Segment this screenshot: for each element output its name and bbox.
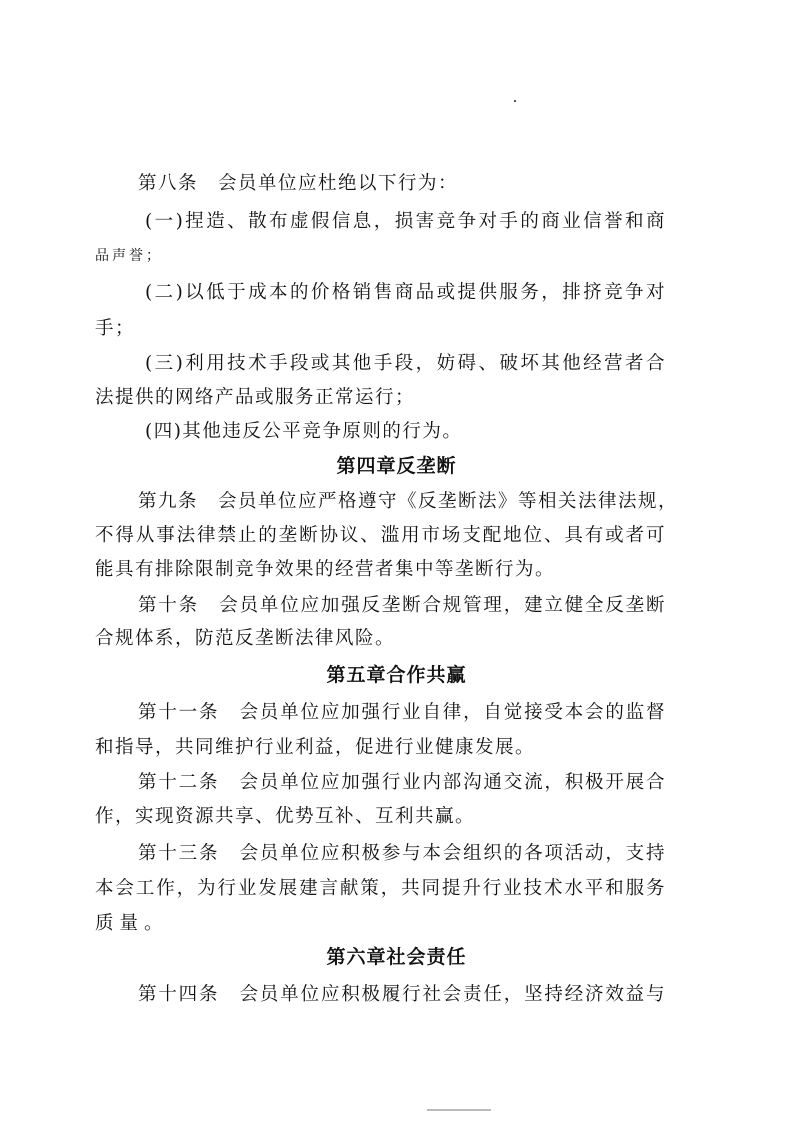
article-13-line-1: 第十三条 会员单位应积极参与本会组织的各项活动，支持 — [138, 843, 666, 864]
article-13-line-2: 本会工作，为行业发展建言献策，共同提升行业技术水平和服务 — [95, 878, 666, 899]
article-8-item-3-cont: 法提供的网络产品或服务正常运行； — [95, 387, 416, 408]
article-10-line-2: 合规体系，防范反垄断法律风险。 — [95, 628, 396, 649]
article-8-item-2-cont: 手； — [95, 318, 136, 339]
article-8-item-2: (二)以低于成本的价格销售商品或提供服务，排挤竞争对 — [145, 282, 666, 303]
article-11-line-1: 第十一条 会员单位应加强行业自律，自觉接受本会的监督 — [138, 702, 666, 723]
article-8-title: 第八条 会员单位应杜绝以下行为： — [138, 173, 459, 194]
article-13-line-3: 质量。 — [95, 913, 169, 934]
chapter-4-heading: 第四章反垄断 — [336, 455, 457, 477]
chapter-6-heading: 第六章社会责任 — [326, 946, 467, 968]
article-14-line-1: 第十四条 会员单位应积极履行社会责任，坚持经济效益与 — [138, 984, 666, 1005]
article-11-line-2: 和指导，共同维护行业利益，促进行业健康发展。 — [95, 737, 536, 758]
article-9-line-1: 第九条 会员单位应严格遵守《反垄断法》等相关法律法规， — [138, 491, 679, 512]
article-9-line-3: 能具有排除限制竞争效果的经营者集中等垄断行为。 — [95, 559, 556, 580]
article-10-line-1: 第十条 会员单位应加强反垄断合规管理，建立健全反垄断 — [138, 595, 666, 616]
article-8-item-1-cont: 品声誉； — [95, 248, 163, 264]
article-12-line-2: 作，实现资源共享、优势互补、互利共赢。 — [95, 806, 476, 827]
chapter-5-heading: 第五章合作共赢 — [326, 664, 467, 686]
article-9-line-2: 不得从事法律禁止的垄断协议、滥用市场支配地位、具有或者可 — [95, 525, 666, 546]
page-bottom-mark — [427, 1109, 491, 1111]
article-12-line-1: 第十二条 会员单位应加强行业内部沟通交流，积极开展合 — [138, 772, 666, 793]
article-8-item-3: (三)利用技术手段或其他手段，妨碍、破坏其他经营者合 — [145, 353, 666, 374]
scan-speck — [514, 100, 516, 102]
article-8-item-4: (四)其他违反公平竞争原则的行为。 — [145, 421, 463, 442]
article-8-item-1: (一)捏造、散布虚假信息，损害竞争对手的商业信誉和商 — [145, 211, 666, 232]
